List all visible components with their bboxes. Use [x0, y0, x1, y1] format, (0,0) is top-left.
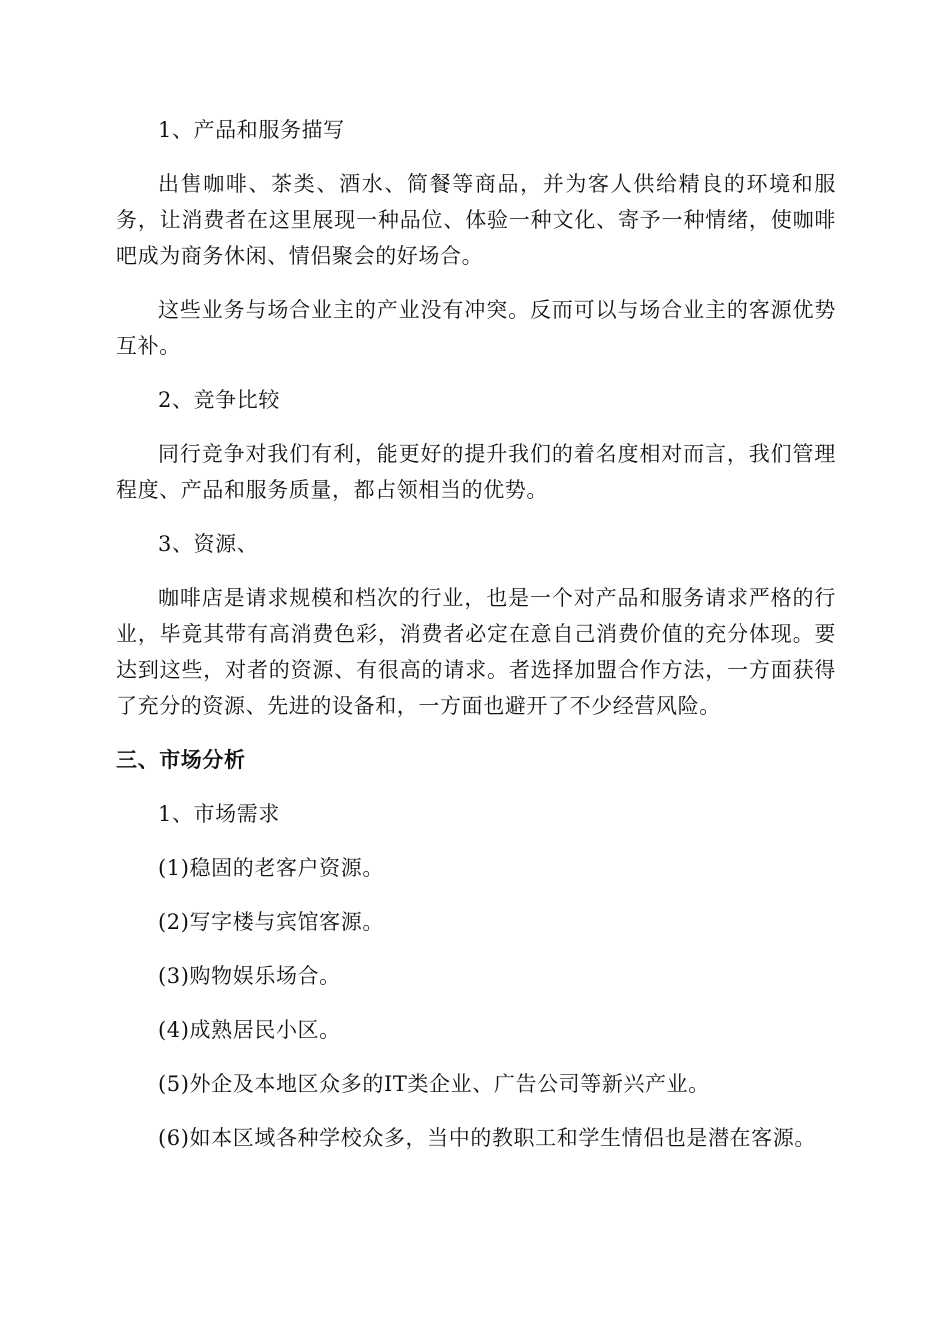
subheading-products-services: 1、产品和服务描写: [158, 118, 345, 142]
document-page: [116, 112, 836, 1156]
paragraph-products-description: 出售咖啡、茶类、酒水、简餐等商品，并为客人供给精良的环境和服务，让消费者在这里展现一种品位、体验一种文化、寄予一种情绪，使咖啡吧成为商务休闲、情侣聚会的好场合。: [116, 172, 836, 268]
subheading-market-demand: 1、市场需求: [158, 802, 280, 826]
list-item: (1)稳固的老客户资源。: [158, 856, 384, 880]
list-item: (5)外企及本地区众多的IT类企业、广告公司等新兴产业。: [158, 1072, 710, 1096]
list-item: (3)购物娱乐场合。: [158, 964, 341, 988]
paragraph-resources: 咖啡店是请求规模和档次的行业，也是一个对产品和服务请求严格的行业，毕竟其带有高消费色彩，消费者必定在意自己消费价值的充分体现。要达到这些，对者的资源、有很高的请求。者选择加盟合作方法，一方面获得了充分的资源、先进的设备和，一方面也避开了不少经营风险。: [116, 586, 836, 718]
subheading-competition: 2、竞争比较: [158, 388, 280, 412]
paragraph-no-conflict: 这些业务与场合业主的产业没有冲突。反而可以与场合业主的客源优势互补。: [116, 298, 836, 358]
list-item: (2)写字楼与宾馆客源。: [158, 910, 384, 934]
subheading-resources: 3、资源、: [158, 532, 259, 556]
paragraph-competition: 同行竞争对我们有利，能更好的提升我们的着名度相对而言，我们管理程度、产品和服务质量，都占领相当的优势。: [116, 442, 836, 502]
section-heading-market-analysis: 三、市场分析: [116, 748, 246, 772]
list-item: (4)成熟居民小区。: [158, 1018, 341, 1042]
list-item: (6)如本区域各种学校众多，当中的教职工和学生情侣也是潜在客源。: [158, 1126, 816, 1150]
